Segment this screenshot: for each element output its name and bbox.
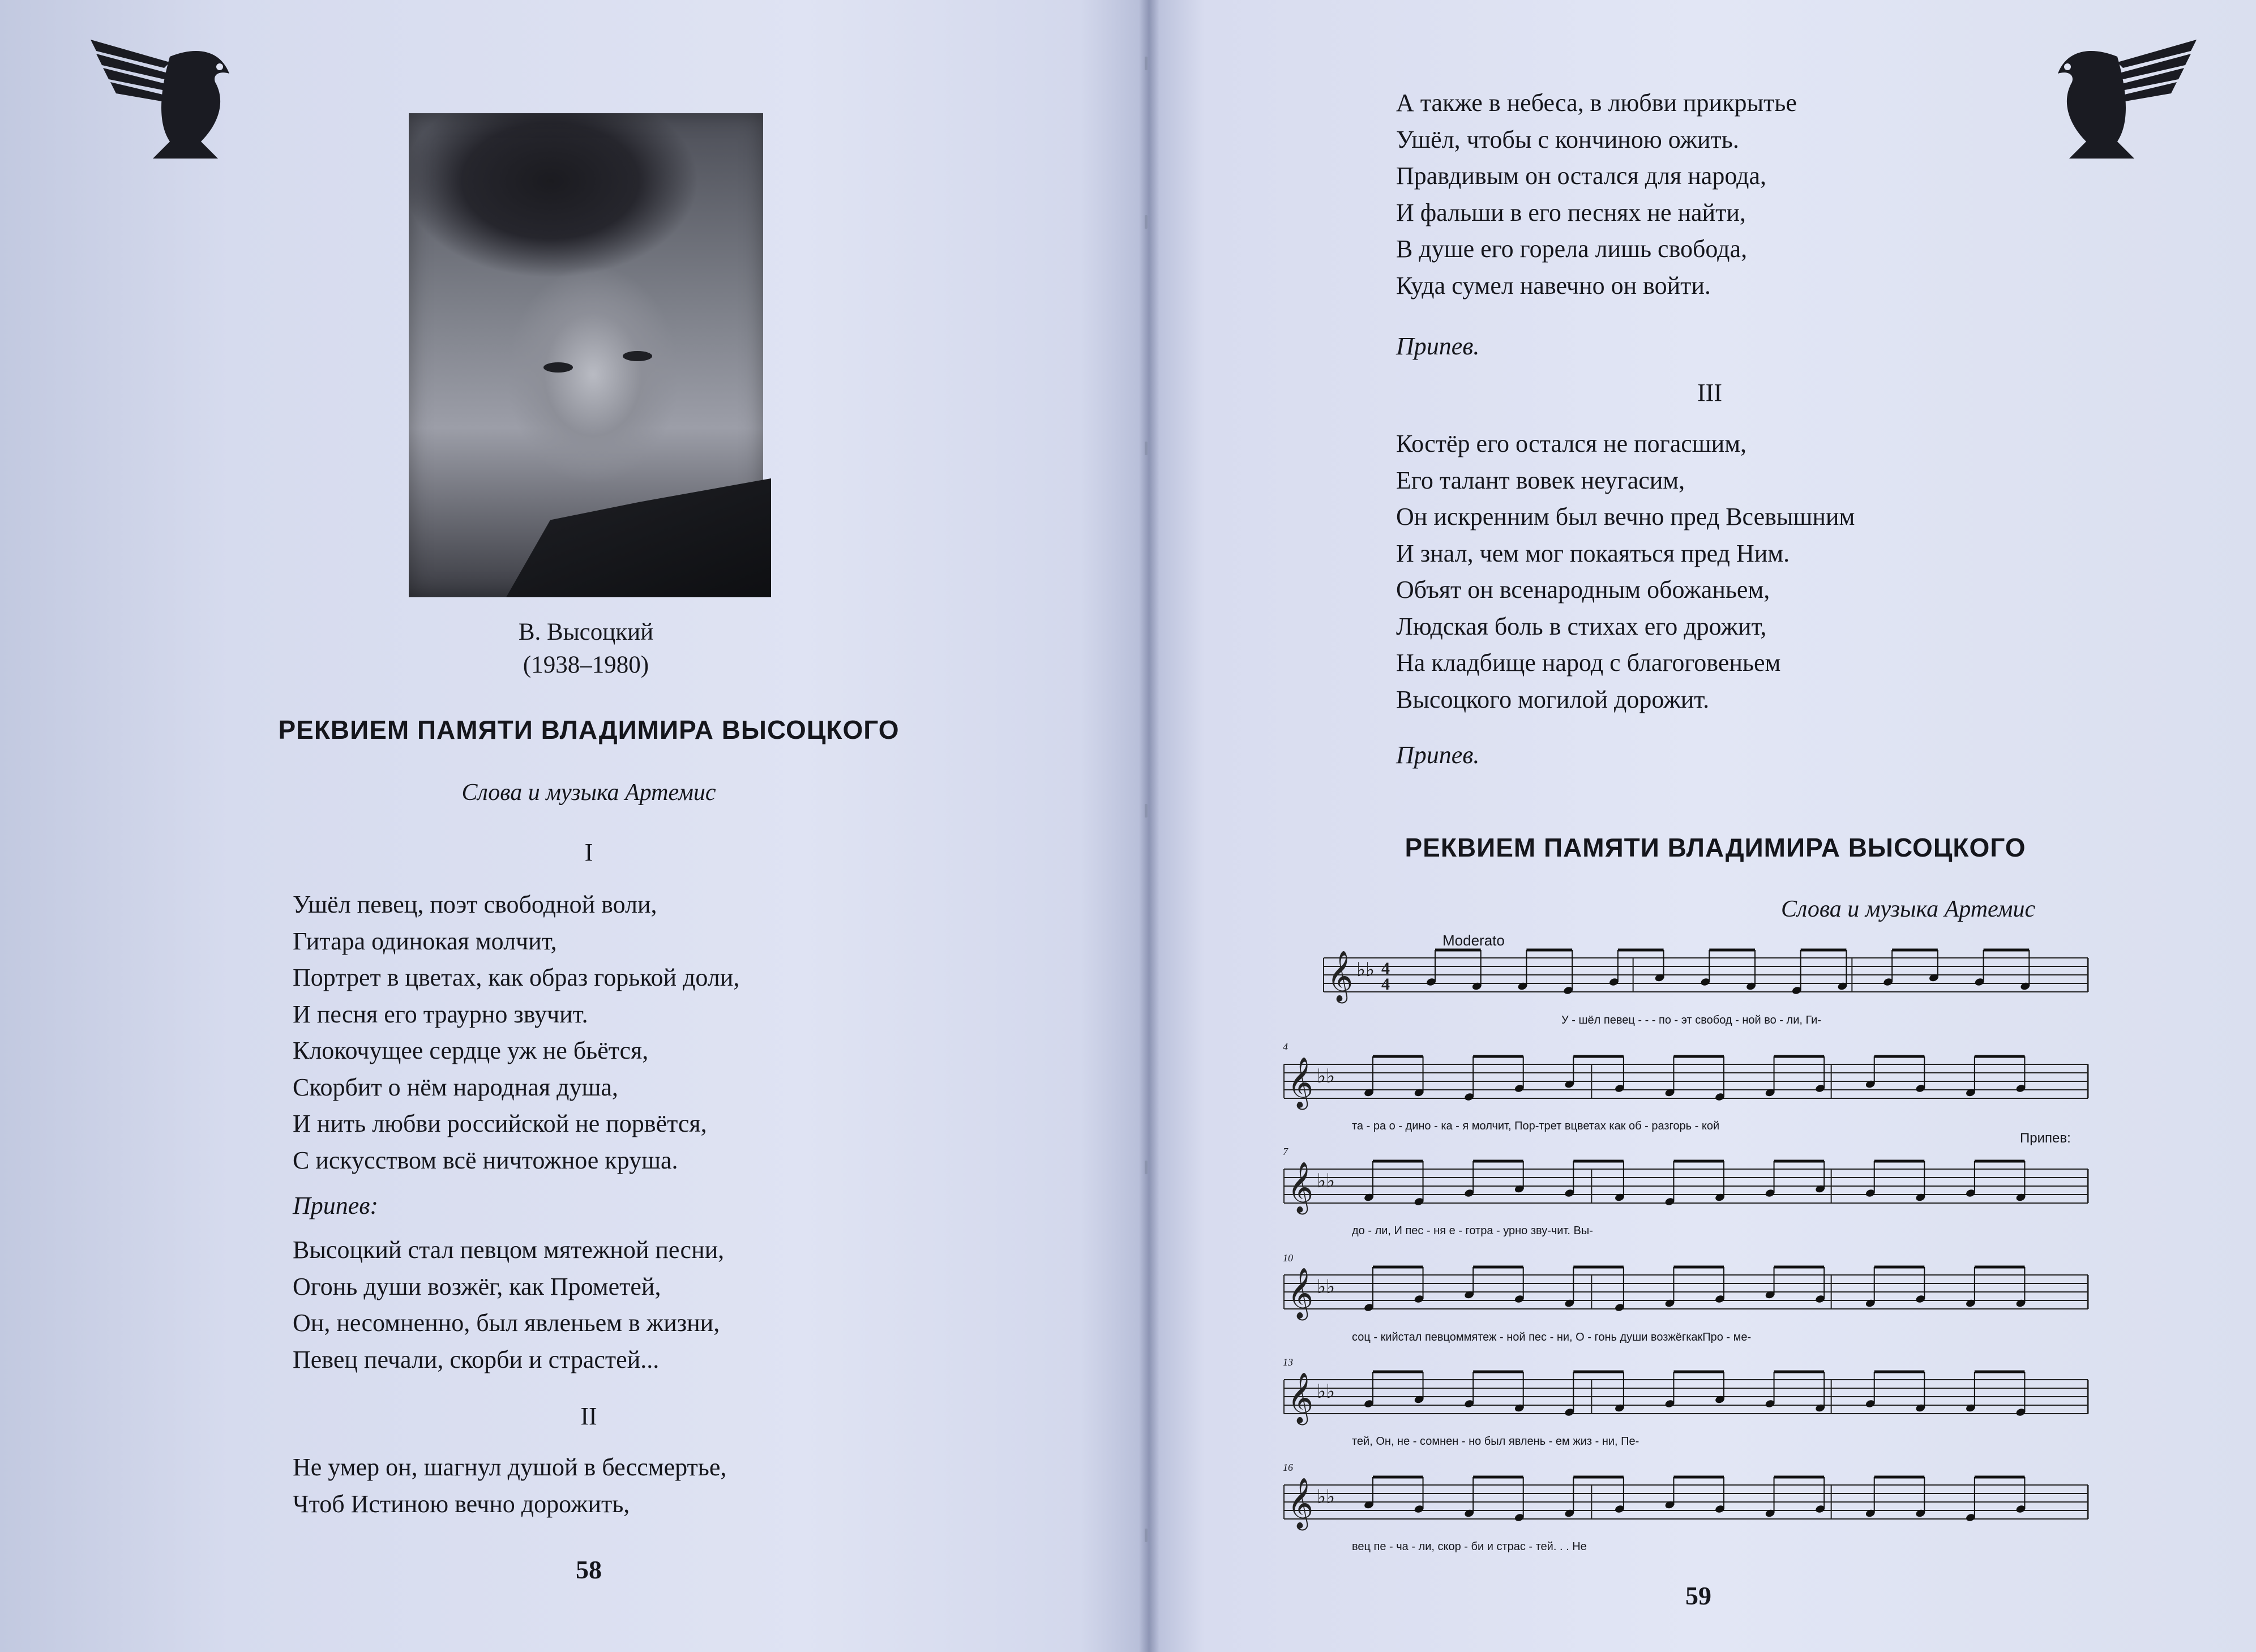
key-signature-flats: ♭♭ [1356,958,1375,981]
treble-clef-icon: 𝄞 [1327,951,1354,1002]
verse-line: И фальши в его песнях не найти, [1396,198,1746,226]
book-gutter [1139,0,1159,1652]
verse-line: Чтоб Истиною вечно дорожить, [293,1490,630,1518]
verse-line: На кладбище народ с благоговеньем [1396,649,1781,677]
verse-2-end [1396,85,1797,304]
verse-line: Людская боль в стихах его дрожит, [1396,612,1767,640]
score-title: РЕКВИЕМ ПАМЯТИ ВЛАДИМИРА ВЫСОЦКОГО [1405,833,2026,862]
verse-3 [1396,426,1855,718]
verse-line: Куда сумел навечно он войти. [1396,271,1711,299]
section-number-1: I [584,838,593,866]
page-number-left: 58 [576,1555,602,1584]
verse-line: И знал, чем мог покаяться пред Ним. [1396,539,1790,567]
verse-line: А также в небеса, в любви прикрытье [1396,89,1797,117]
measure-number: 13 [1283,1356,1293,1368]
verse-1 [293,887,739,1179]
measure-number: 4 [1283,1041,1288,1052]
time-signature: 4 [1381,975,1390,994]
verse-line: Клокочущее сердце уж не бьётся, [293,1037,649,1064]
section-number-3: III [1697,379,1722,406]
stitch-mark [1145,442,1148,455]
portrait-photo [409,113,763,597]
page-number-right: 59 [1685,1581,1711,1610]
chorus [293,1232,724,1378]
lyrics-line: У - шёл певец - - - по - эт свобод - ной во - ли, Ги- [1561,1014,1822,1026]
key-signature-flats: ♭♭ [1317,1276,1335,1298]
stitch-mark [1145,804,1148,818]
key-signature-flats: ♭♭ [1317,1170,1335,1192]
measure-number: 7 [1283,1146,1288,1157]
time-signature: 4 [1381,959,1390,978]
verse-line: Ушёл, чтобы с кончиною ожить. [1396,125,1739,153]
stitch-mark [1145,57,1148,70]
verse-line: И песня его траурно звучит. [293,1000,588,1028]
page-title: РЕКВИЕМ ПАМЯТИ ВЛАДИМИРА ВЫСОЦКОГО [278,715,900,744]
key-signature-flats: ♭♭ [1317,1486,1335,1508]
treble-clef-icon: 𝄞 [1287,1478,1314,1529]
portrait-collar [477,478,771,597]
page-subtitle: Слова и музыка Артемис [461,780,716,806]
lyrics-line: соц - кийстал певцоммятеж - ной пес - ни, О - гонь души возжёгкакПро - ме- [1352,1331,1752,1343]
chorus-marker: Припев: [2020,1131,2071,1146]
verse-line: Портрет в цветах, как образ горькой доли, [293,964,740,991]
treble-clef-icon: 𝄞 [1287,1372,1314,1423]
lyrics-line: та - ра о - дино - ка - я молчит, Пор-трет вцветах как об - разгорь - кой [1352,1120,1720,1132]
chorus-reference: Припев. [1396,332,1480,360]
key-signature-flats: ♭♭ [1317,1065,1335,1088]
verse-line: Гитара одинокая молчит, [293,927,557,955]
key-signature-flats: ♭♭ [1317,1380,1335,1403]
section-number-2: II [580,1402,597,1430]
measure-number: 10 [1283,1252,1293,1264]
verse-line: Правдивым он остался для народа, [1396,162,1766,190]
portrait-eye [543,362,573,373]
chorus-line: Высоцкий стал певцом мятежной песни, [293,1236,725,1264]
verse-line: Объят он всенародным обожаньем, [1396,576,1770,604]
lyrics-line: тей, Он, не - сомнен - но был явлень - ем жиз - ни, Пе- [1352,1435,1639,1448]
verse-line: В душе его горела лишь свобода, [1396,235,1748,263]
stitch-mark [1145,1161,1148,1174]
chorus-line: Огонь души возжёг, как Прометей, [293,1272,661,1300]
chorus-label: Припев: [293,1192,379,1219]
verse-line: И нить любви российской не порвётся, [293,1110,707,1137]
tempo-marking: Moderato [1442,932,1505,949]
portrait-eye [623,351,652,361]
photo-caption [430,616,742,682]
sheet-music [1278,928,2094,1591]
eagle-ornament-icon [2044,28,2202,164]
lyrics-line: вец пе - ча - ли, скор - би и страс - тей. . . Не [1352,1540,1587,1553]
photo-caption-name: В. Высоцкий [518,619,654,645]
lyrics-line: до - ли, И пес - ня е - готра - урно зву-чит. Вы- [1352,1225,1593,1237]
verse-line: Костёр его остался не погасшим, [1396,430,1747,457]
verse-line: Скорбит о нём народная душа, [293,1073,618,1101]
stitch-mark [1145,215,1148,229]
verse-line: Его талант вовек неугасим, [1396,466,1685,494]
measure-number: 16 [1283,1462,1293,1473]
eagle-ornament-icon [85,28,243,164]
stitch-mark [1145,1529,1148,1542]
verse-line: С искусством всё ничтожное круша. [293,1146,678,1174]
verse-line: Не умер он, шагнул душой в бессмертье, [293,1453,727,1481]
verse-line: Ушёл певец, поэт свободной воли, [293,891,657,918]
verse-2-start [293,1449,726,1522]
chorus-line: Он, несомненно, был явленьем в жизни, [293,1309,720,1337]
chorus-reference: Припев. [1396,741,1480,769]
chorus-line: Певец печали, скорби и страстей... [293,1345,660,1373]
photo-caption-years: (1938–1980) [523,652,649,678]
treble-clef-icon: 𝄞 [1287,1162,1314,1213]
verse-line: Он искренним был вечно пред Всевышним [1396,503,1855,530]
score-subtitle: Слова и музыка Артемис [1781,896,2036,922]
verse-line: Высоцкого могилой дорожит. [1396,685,1710,713]
treble-clef-icon: 𝄞 [1287,1057,1314,1108]
treble-clef-icon: 𝄞 [1287,1268,1314,1319]
